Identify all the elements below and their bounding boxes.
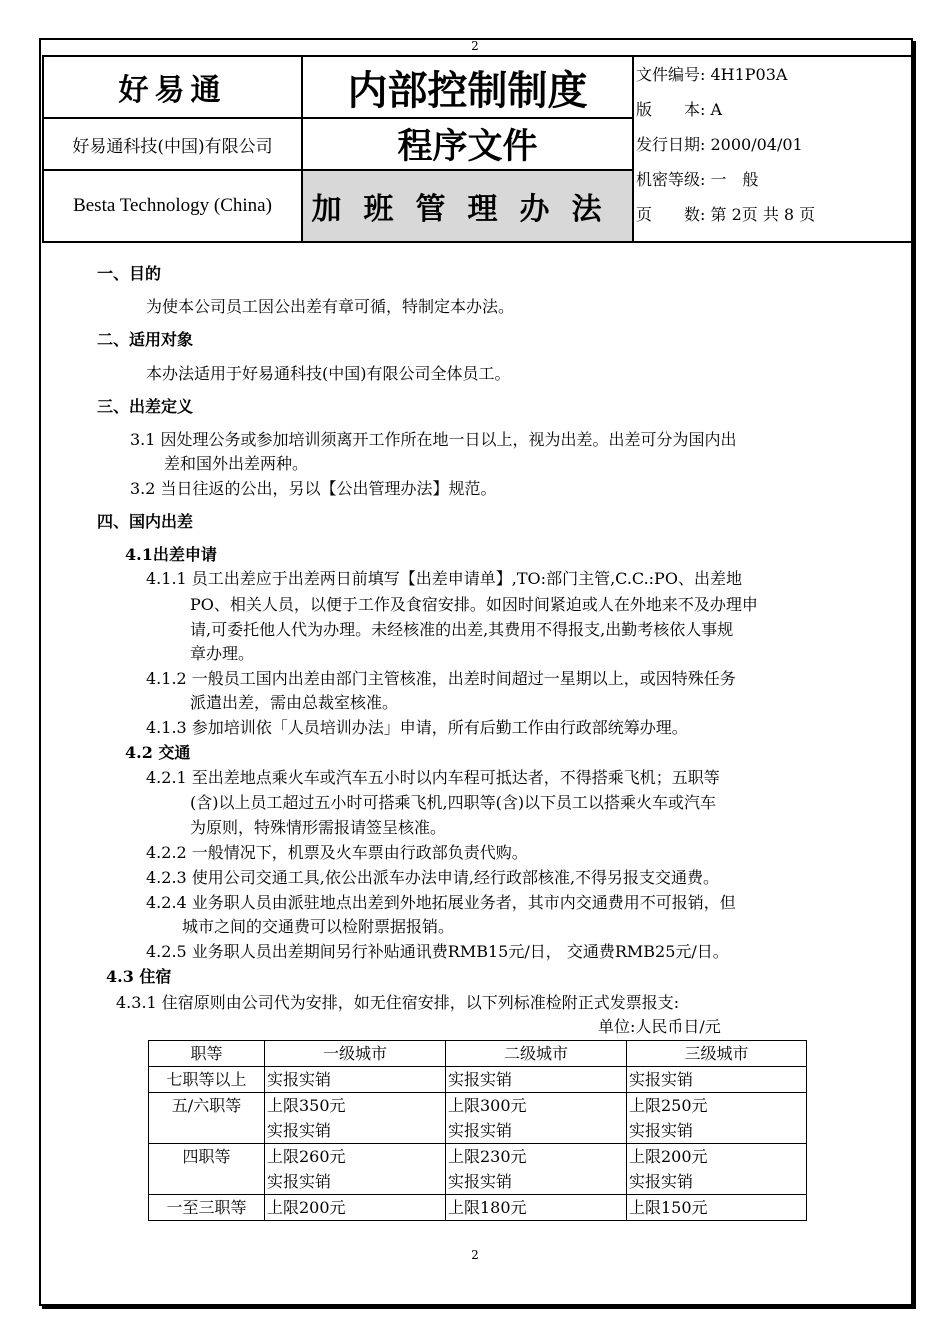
table-row <box>149 1144 807 1195</box>
limit-line: 上限350元 <box>267 1096 346 1115</box>
subsection-transport-title: 4.2 交通 <box>125 743 191 762</box>
section-scope-text: 本办法适用于好易通科技(中国)有限公司全体员工。 <box>146 364 511 383</box>
company-short-name: 好易通 <box>43 56 302 118</box>
clause-3-2: 3.2 当日往返的公出，另以【公出管理办法】规范。 <box>130 479 497 498</box>
clause-4-1-1-line3: 请,可委托他人代为办理。未经核准的出差,其费用不得报支,出勤考核依人事规 <box>190 620 734 639</box>
subsection-application-title: 4.1出差申请 <box>125 545 217 564</box>
confidentiality-level: 机密等级: 一 般 <box>636 170 759 189</box>
clause-3-1-line1: 3.1 因处理公务或参加培训须离开工作所在地一日以上，视为出差。出差可分为国内出 <box>130 430 737 449</box>
reimburse-line: 实报实销 <box>267 1172 332 1191</box>
reimburse-line: 实报实销 <box>629 1172 694 1191</box>
clause-4-2-2: 4.2.2 一般情况下，机票及火车票由行政部负责代购。 <box>146 843 528 862</box>
column-header-tier3: 三级城市 <box>627 1041 807 1067</box>
clause-4-2-1-line3: 为原则，特殊情形需报请签呈核准。 <box>190 818 447 837</box>
doc-type: 程序文件 <box>302 118 633 170</box>
tier1-cell <box>265 1144 446 1195</box>
tier3-cell <box>627 1144 807 1195</box>
clause-4-2-4-line1: 4.2.4 业务职人员由派驻地点出差到外地拓展业务者，其市内交通费用不可报销，但 <box>146 893 736 912</box>
page-number-bottom: 2 <box>471 1248 479 1262</box>
clause-4-3-1: 4.3.1 住宿原则由公司代为安排，如无住宿安排，以下列标准检附正式发票报支: <box>116 993 680 1012</box>
clause-4-2-1-line2: (含)以上员工超过五小时可搭乘飞机,四职等(含)以下员工以搭乘火车或汽车 <box>190 793 717 812</box>
section-definition-title: 三、出差定义 <box>97 397 194 416</box>
section-purpose-text: 为使本公司员工因公出差有章可循，特制定本办法。 <box>146 297 515 316</box>
grade-cell: 一至三职等 <box>149 1195 265 1221</box>
tier3-cell <box>627 1195 807 1221</box>
tier2-cell <box>446 1195 627 1221</box>
clause-4-1-1-line4: 章办理。 <box>190 644 255 663</box>
limit-line: 上限180元 <box>448 1198 527 1217</box>
document-header <box>42 55 913 243</box>
reimburse-line: 实报实销 <box>629 1121 694 1140</box>
page-count: 页 数: 第 2页 共 8 页 <box>636 205 816 224</box>
table-row <box>149 1195 807 1221</box>
limit-line: 实报实销 <box>448 1070 513 1089</box>
issue-date: 发行日期: 2000/04/01 <box>636 135 803 154</box>
section-purpose-title: 一、目的 <box>97 264 162 283</box>
company-name-en: Besta Technology (China) <box>43 170 302 242</box>
tier2-cell <box>446 1093 627 1144</box>
limit-line: 上限300元 <box>448 1096 527 1115</box>
grade-cell: 七职等以上 <box>149 1067 265 1093</box>
tier3-cell <box>627 1067 807 1093</box>
company-full-name-cn: 好易通科技(中国)有限公司 <box>43 118 302 170</box>
column-header-tier1: 一级城市 <box>265 1041 446 1067</box>
clause-4-2-1-line1: 4.2.1 至出差地点乘火车或汽车五小时以内车程可抵达者，不得搭乘飞机；五职等 <box>146 768 720 787</box>
subsection-lodging-title: 4.3 住宿 <box>106 967 172 986</box>
limit-line: 上限230元 <box>448 1147 527 1166</box>
clause-4-1-2-line1: 4.1.2 一般员工国内出差由部门主管核准，出差时间超过一星期以上，或因特殊任务 <box>146 669 736 688</box>
limit-line: 上限150元 <box>629 1198 708 1217</box>
main-title: 内部控制制度 <box>302 56 633 118</box>
reimburse-line: 实报实销 <box>267 1121 332 1140</box>
tier1-cell <box>265 1067 446 1093</box>
tier2-cell <box>446 1067 627 1093</box>
table-row <box>149 1067 807 1093</box>
document-meta <box>633 56 913 242</box>
clause-4-2-4-line2: 城市之间的交通费可以检附票据报销。 <box>182 917 455 936</box>
clause-4-1-2-line2: 派遣出差，需由总裁室核准。 <box>190 693 399 712</box>
limit-line: 上限260元 <box>267 1147 346 1166</box>
tier3-cell <box>627 1093 807 1144</box>
limit-line: 实报实销 <box>629 1070 694 1089</box>
doc-version: 版 本: A <box>636 100 723 119</box>
doc-number: 文件编号: 4H1P03A <box>636 65 788 84</box>
clause-4-1-3: 4.1.3 参加培训依「人员培训办法」申请，所有后勤工作由行政部统筹办理。 <box>146 718 688 737</box>
currency-unit-note: 单位:人民币日/元 <box>598 1017 721 1036</box>
lodging-standard-table <box>148 1040 807 1221</box>
reimburse-line: 实报实销 <box>448 1121 513 1140</box>
tier2-cell <box>446 1144 627 1195</box>
clause-4-2-5: 4.2.5 业务职人员出差期间另行补贴通讯费RMB15元/日， 交通费RMB25元/日。 <box>146 942 729 961</box>
column-header-grade: 职等 <box>149 1041 265 1067</box>
grade-cell: 五/六职等 <box>149 1093 265 1144</box>
doc-subject: 加班管理办法 <box>302 170 633 242</box>
clause-4-1-1-line2: PO、相关人员，以便于工作及食宿安排。如因时间紧迫或人在外地来不及办理申 <box>190 595 758 614</box>
tier1-cell <box>265 1093 446 1144</box>
limit-line: 上限200元 <box>629 1147 708 1166</box>
limit-line: 实报实销 <box>267 1070 332 1089</box>
tier1-cell <box>265 1195 446 1221</box>
clause-4-2-3: 4.2.3 使用公司交通工具,依公出派车办法申请,经行政部核准,不得另报支交通费。 <box>146 868 720 887</box>
column-header-tier2: 二级城市 <box>446 1041 627 1067</box>
table-header-row <box>149 1041 807 1067</box>
clause-3-1-line2: 差和国外出差两种。 <box>164 454 309 473</box>
reimburse-line: 实报实销 <box>448 1172 513 1191</box>
table-row <box>149 1093 807 1144</box>
section-scope-title: 二、适用对象 <box>97 330 194 349</box>
grade-cell: 四职等 <box>149 1144 265 1195</box>
section-domestic-title: 四、国内出差 <box>97 512 194 531</box>
limit-line: 上限250元 <box>629 1096 708 1115</box>
clause-4-1-1-line1: 4.1.1 员工出差应于出差两日前填写【出差申请单】,TO:部门主管,C.C.:PO、出差地 <box>146 569 742 588</box>
page-number-top: 2 <box>471 39 479 53</box>
limit-line: 上限200元 <box>267 1198 346 1217</box>
